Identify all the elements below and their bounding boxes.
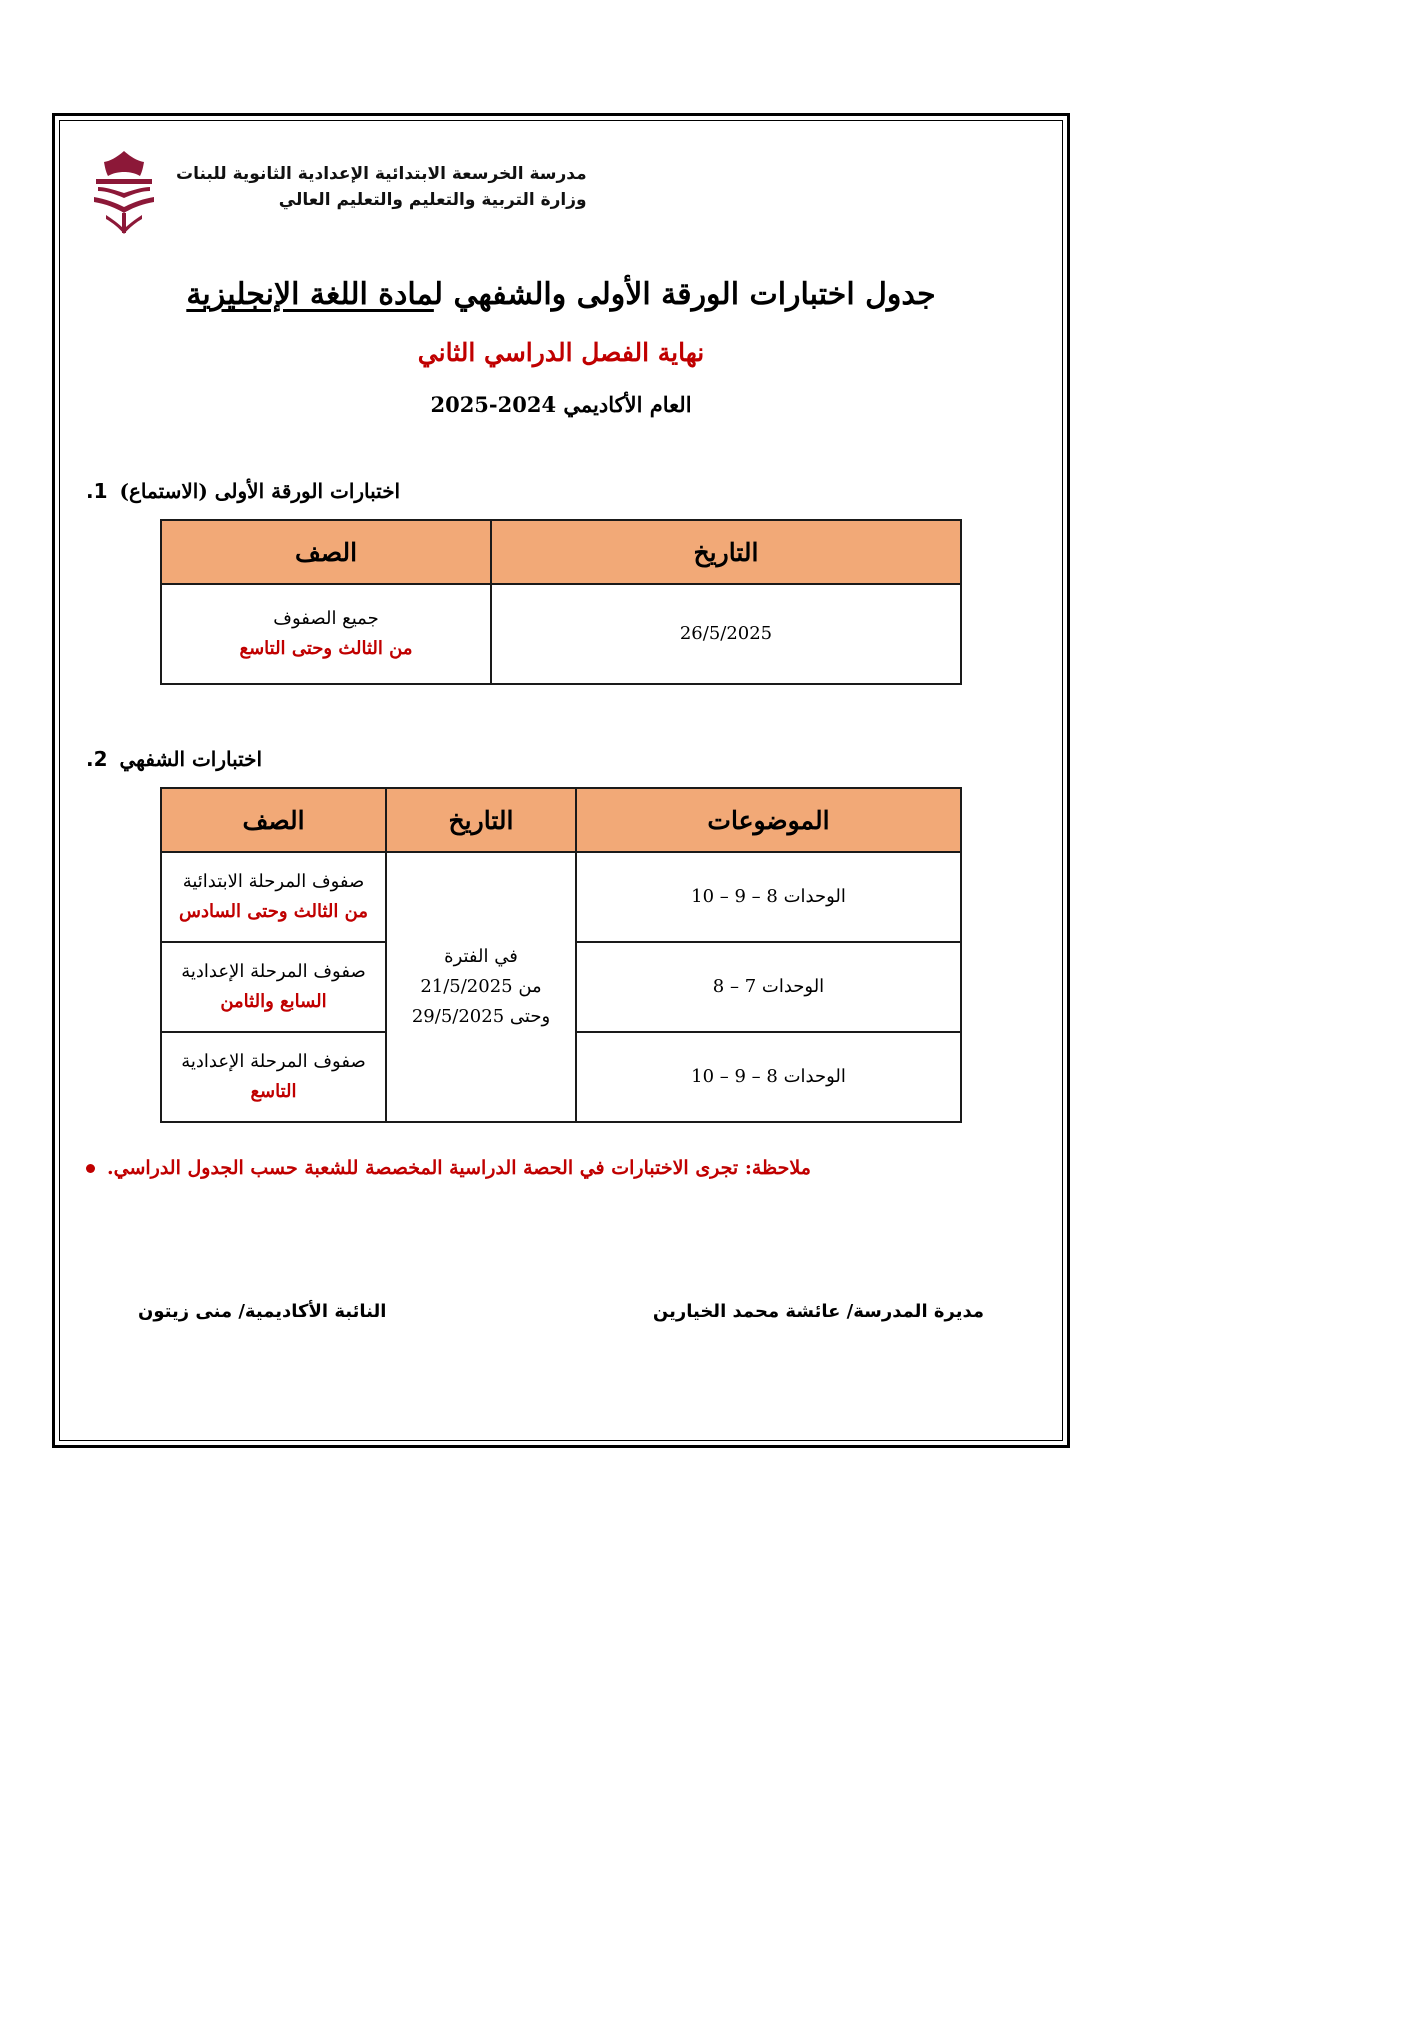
listening-exam-table — [160, 519, 962, 685]
table-header-row — [161, 788, 961, 852]
signature-row — [86, 1301, 1036, 1322]
section-1-number: .1 — [86, 479, 108, 503]
cell-topics: الوحدات 8 – 9 – 10 — [576, 852, 961, 942]
section-2-heading — [86, 747, 1036, 771]
section-1-heading — [86, 479, 1036, 503]
ministry-name: وزارة التربية والتعليم والتعليم العالي — [278, 190, 587, 211]
term-subtitle: نهاية الفصل الدراسي الثاني — [417, 338, 705, 367]
cell-grade-primary: صفوف المرحلة الابتدائية — [182, 871, 365, 893]
column-header-date: التاريخ — [386, 788, 576, 852]
column-header-grade: الصف — [161, 788, 386, 852]
cell-grade-range: من الثالث وحتى التاسع — [239, 638, 413, 659]
note-text: ملاحظة: تجرى الاختبارات في الحصة الدراسية المخصصة للشعبة حسب الجدول الدراسي. — [107, 1157, 811, 1179]
letterhead — [86, 143, 1036, 235]
school-name: مدرسة الخرسعة الابتدائية الإعدادية الثانوية للبنات — [176, 164, 587, 184]
page-border-inner — [59, 120, 1063, 1441]
column-header-topics: الموضوعات — [576, 788, 961, 852]
cell-grade — [161, 942, 386, 1032]
table-row — [161, 852, 961, 942]
note-row — [86, 1157, 1036, 1179]
cell-topics: الوحدات 8 – 9 – 10 — [576, 1032, 961, 1122]
cell-grade — [161, 852, 386, 942]
column-header-grade: الصف — [161, 520, 491, 584]
table-row — [161, 584, 961, 684]
section-2-number: .2 — [86, 747, 108, 771]
section-2-label: اختبارات الشفهي — [119, 747, 263, 771]
period-line-1: في الفترة — [444, 946, 518, 968]
cell-topics: الوحدات 7 – 8 — [576, 942, 961, 1032]
document-title — [86, 277, 1036, 312]
document-content — [60, 121, 1062, 1440]
cell-grade-primary: صفوف المرحلة الإعدادية — [181, 961, 366, 983]
document-title-plain: جدول اختبارات الورقة الأولى والشفهي ل — [433, 277, 936, 312]
qatar-ministry-of-education-logo-icon — [86, 149, 162, 235]
cell-grade-primary: جميع الصفوف — [273, 608, 379, 630]
letterhead-text — [176, 149, 587, 214]
column-header-date: التاريخ — [491, 520, 961, 584]
cell-grade — [161, 584, 491, 684]
table-header-row — [161, 520, 961, 584]
academic-year: العام الأكاديمي 2024-2025 — [430, 392, 692, 417]
cell-grade-range: التاسع — [250, 1081, 297, 1102]
cell-grade-range: السابع والثامن — [220, 991, 327, 1012]
cell-grade-range: من الثالث وحتى السادس — [179, 901, 368, 922]
cell-grade-primary: صفوف المرحلة الإعدادية — [181, 1051, 366, 1073]
cell-date-period — [386, 852, 576, 1122]
cell-date: 26/5/2025 — [491, 584, 961, 684]
cell-grade — [161, 1032, 386, 1122]
page-border — [52, 113, 1070, 1448]
document-title-underlined: مادة اللغة الإنجليزية — [186, 277, 434, 312]
period-line-2: من 21/5/2025 — [420, 976, 542, 998]
section-1-label: اختبارات الورقة الأولى (الاستماع) — [119, 479, 401, 503]
signature-academic-deputy: النائبة الأكاديمية/ منى زيتون — [138, 1301, 387, 1322]
signature-principal: مديرة المدرسة/ عائشة محمد الخيارين — [652, 1301, 984, 1322]
oral-exam-table — [160, 787, 962, 1123]
bullet-icon — [86, 1164, 95, 1173]
period-line-3: وحتى 29/5/2025 — [411, 1005, 551, 1027]
